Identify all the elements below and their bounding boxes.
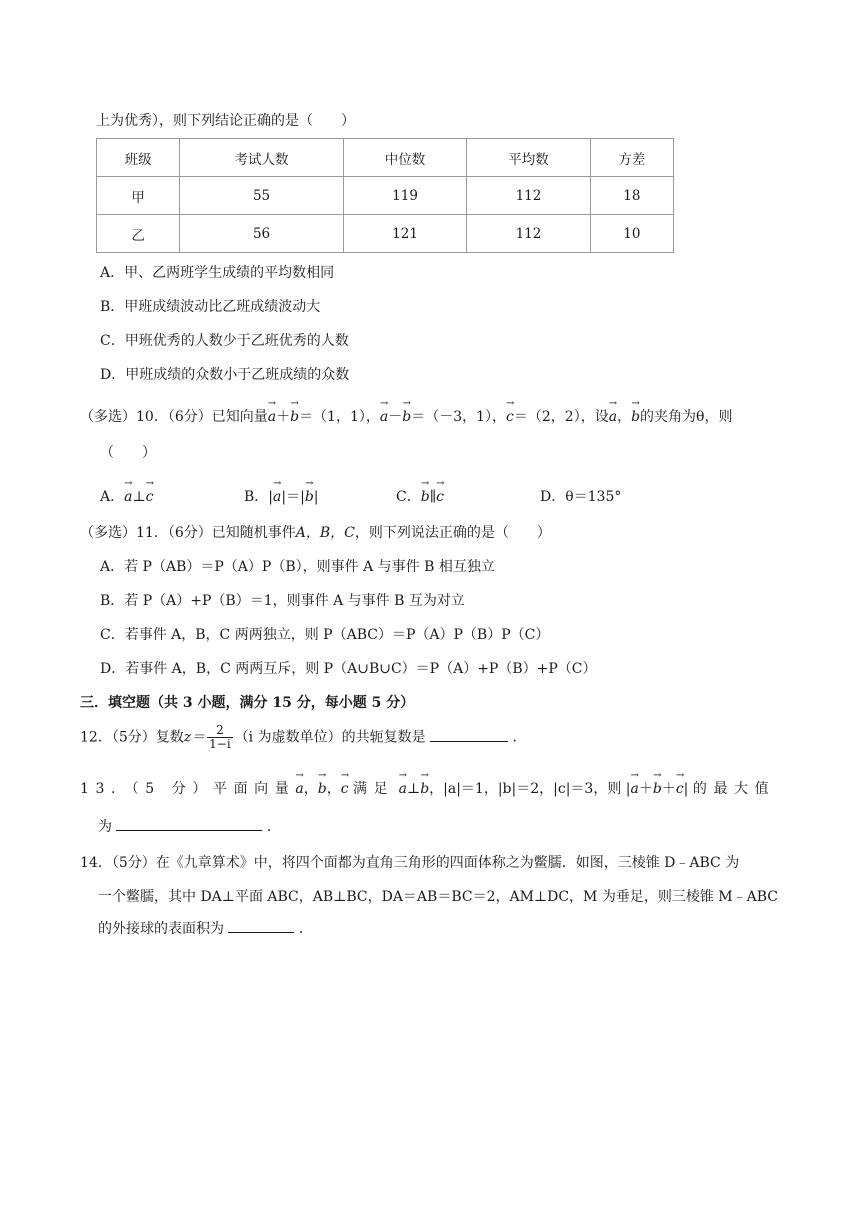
q10-option-d: D．θ＝135° bbox=[540, 489, 622, 505]
table-header: 班级 bbox=[97, 139, 180, 177]
q10-option-c: C．→ b∥→ c bbox=[396, 486, 444, 506]
score-table bbox=[96, 138, 674, 253]
q10-stem: （多选）10．（6分）已知向量→ a＋→ b＝（1，1），→ a－→ b＝（－3，1），→ c＝（2，2），设→ a，→ b的夹角为θ，则 bbox=[80, 406, 732, 426]
q13-line1: 13．（5 分）平面向量→ a，→ b，→ c 满足 → a⊥→ b，|a|＝1，|b|＝2，|c|＝3，则 |→ a＋→ b＋→ c| 的最大值 bbox=[80, 778, 775, 798]
q14-line3: 的外接球的表面积为 ． bbox=[98, 921, 313, 937]
q10-answer-paren: （ ） bbox=[100, 445, 156, 461]
vector-c: → c bbox=[506, 407, 514, 425]
q14-line2: 一个鳖臑，其中 DA⊥平面 ABC，AB⊥BC，DA＝AB＝BC＝2，AM⊥DC，M 为垂足，则三棱锥 M﹣ABC bbox=[98, 889, 778, 905]
table-cell: 甲 bbox=[97, 177, 180, 215]
answer-blank[interactable] bbox=[228, 932, 294, 933]
vector-a: → a bbox=[380, 407, 388, 425]
table-cell: 18 bbox=[590, 177, 673, 215]
table-cell: 乙 bbox=[97, 215, 180, 253]
answer-blank[interactable] bbox=[430, 741, 508, 742]
q11-stem: （多选）11．（6分）已知随机事件A，B，C，则下列说法正确的是（ ） bbox=[80, 525, 551, 541]
table-header: 方差 bbox=[590, 139, 673, 177]
q9-option-c: C．甲班优秀的人数少于乙班优秀的人数 bbox=[100, 333, 349, 349]
table-cell: 119 bbox=[343, 177, 466, 215]
fraction: $\frac{2}{1-i}$ bbox=[209, 723, 231, 751]
table-header: 考试人数 bbox=[180, 139, 344, 177]
vector-b: → b bbox=[631, 407, 640, 425]
vector-b: → b bbox=[402, 407, 411, 425]
q14-line1: 14．（5分）在《九章算术》中，将四个面都为直角三角形的四面体称之为鳖臑．如图，三棱锥 D﹣ABC 为 bbox=[80, 855, 740, 871]
table-cell: 10 bbox=[590, 215, 673, 253]
q9-option-b: B．甲班成绩波动比乙班成绩波动大 bbox=[100, 299, 321, 315]
section-heading: 三．填空题（共 3 小题，满分 15 分，每小题 5 分） bbox=[80, 695, 415, 711]
q11-option-a: A．若 P（AB）＝P（A）P（B），则事件 A 与事件 B 相互独立 bbox=[100, 559, 495, 575]
vector-a: → a bbox=[609, 407, 617, 425]
vector-a: → a bbox=[268, 407, 276, 425]
table-cell: 121 bbox=[343, 215, 466, 253]
vector-b: → b bbox=[290, 407, 299, 425]
q11-option-c: C．若事件 A，B，C 两两独立，则 P（ABC）＝P（A）P（B）P（C） bbox=[100, 627, 550, 643]
table-header-row bbox=[97, 139, 674, 177]
answer-blank[interactable] bbox=[116, 830, 262, 831]
q12-stem: 12．（5分）复数z＝ $\frac{2}{1-i}$ （i 为虚数单位）的共轭复数是 ． bbox=[80, 723, 527, 751]
table-header: 平均数 bbox=[467, 139, 590, 177]
q9-stem-tail: 上为优秀），则下列结论正确的是（ ） bbox=[96, 113, 355, 129]
q10-option-b: B．|→ a|＝|→ b| bbox=[244, 486, 319, 506]
q9-option-d: D．甲班成绩的众数小于乙班成绩的众数 bbox=[100, 367, 350, 383]
q10-option-a: A．→ a⊥→ c bbox=[100, 486, 154, 506]
table-header: 中位数 bbox=[343, 139, 466, 177]
table-cell: 56 bbox=[180, 215, 344, 253]
q11-option-d: D．若事件 A，B，C 两两互斥，则 P（A∪B∪C）＝P（A）+P（B）+P（C） bbox=[100, 661, 597, 677]
q11-option-b: B．若 P（A）+P（B）＝1，则事件 A 与事件 B 互为对立 bbox=[100, 593, 465, 609]
table-cell: 112 bbox=[467, 215, 590, 253]
table-row bbox=[97, 177, 674, 215]
table-cell: 112 bbox=[467, 177, 590, 215]
table-cell: 55 bbox=[180, 177, 344, 215]
table-row bbox=[97, 215, 674, 253]
q9-option-a: A．甲、乙两班学生成绩的平均数相同 bbox=[100, 265, 335, 281]
q13-line2: 为 ． bbox=[98, 819, 281, 835]
